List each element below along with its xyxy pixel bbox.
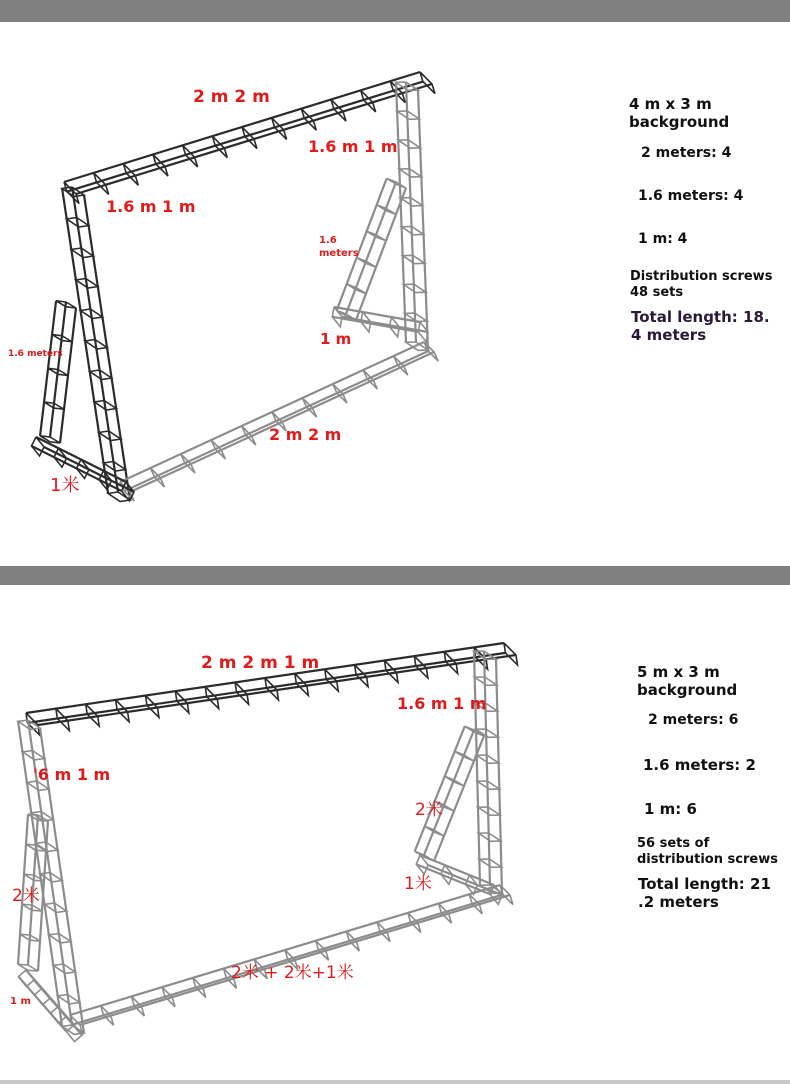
spec-2m-count: 2 meters: 4 (641, 145, 732, 161)
spec-title: 4 m x 3 m background (629, 95, 730, 132)
spec-total-length: Total length: 21 .2 meters (638, 875, 771, 912)
right-brace-label: 2米 (415, 800, 443, 820)
left-brace (40, 301, 76, 443)
right-brace-label: 1.6 meters (319, 235, 359, 259)
top-divider-bar (0, 0, 790, 22)
bottom-span-label: 2 m 2 m (269, 425, 342, 444)
right-upright (396, 82, 428, 350)
bottom-span-label: 2米 + 2米+1米 (231, 963, 354, 983)
spec-1m-count: 1 m: 4 (638, 231, 688, 247)
middle-divider-bar (0, 566, 790, 585)
spec-screws: 56 sets of distribution screws (637, 836, 778, 867)
bottom-divider-line (0, 1080, 790, 1084)
top-span-label: 2 m 2 m (193, 87, 270, 107)
spec-2m-count: 2 meters: 6 (648, 712, 739, 728)
truss-frame-diagram (0, 585, 790, 1084)
panel-5x3 (0, 585, 790, 1084)
bottom-beam (70, 885, 513, 1035)
top-span-label: 2 m 2 m 1 m (201, 653, 320, 673)
panel-4x3 (0, 22, 790, 566)
left-upright-label: 1.6 m 1 m (106, 197, 196, 216)
right-foot-label: 1米 (404, 874, 432, 894)
bottom-beam (120, 342, 438, 501)
left-brace-label: 1.6 meters (8, 349, 63, 359)
right-brace (415, 726, 484, 861)
spec-1-6m-count: 1.6 meters: 4 (638, 188, 744, 204)
right-upright (474, 651, 502, 893)
left-brace-label: 2米 (12, 886, 40, 906)
left-foot-label: 1米 (50, 475, 80, 496)
spec-1-6m-count: 1.6 meters: 2 (643, 756, 756, 774)
spec-total-length: Total length: 18. 4 meters (631, 308, 770, 345)
spec-1m-count: 1 m: 6 (644, 800, 697, 818)
spec-title: 5 m x 3 m background (637, 663, 738, 700)
left-upright-label: '6 m 1 m (33, 765, 111, 784)
right-upright-label: 1.6 m 1 m (308, 137, 398, 156)
right-foot-label: 1 m (320, 330, 352, 348)
right-upright-label: 1.6 m 1 m (397, 694, 487, 713)
spec-screws: Distribution screws 48 sets (630, 269, 773, 300)
left-foot-label: 1 m (10, 996, 31, 1007)
